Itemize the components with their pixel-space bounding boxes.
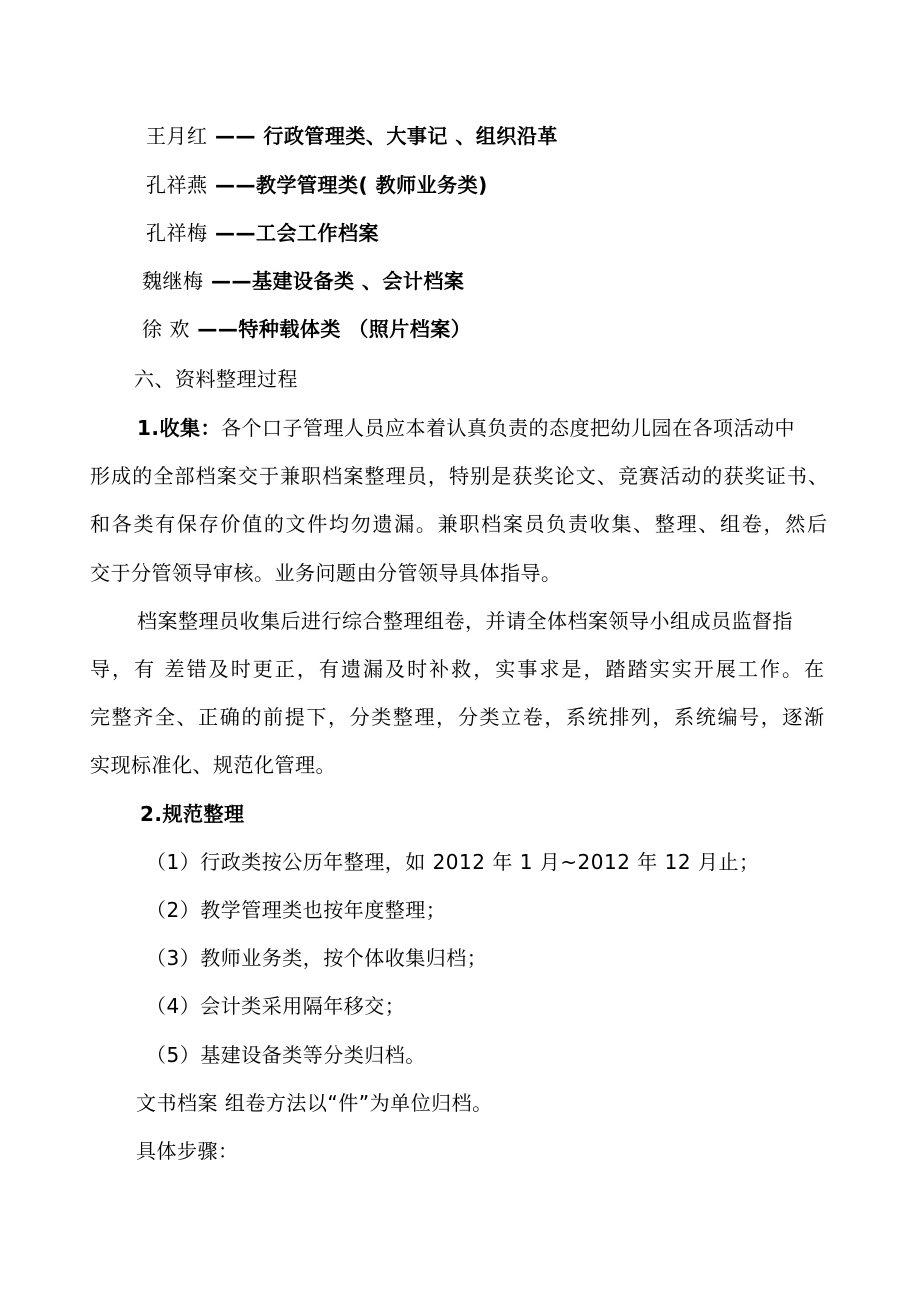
- staff-duty: ——工会工作档案: [207, 221, 379, 245]
- list-item-text: （3）教师业务类，按个体收集归档；: [146, 946, 488, 970]
- list-item: [146, 945, 487, 971]
- steps-heading: 具体步骤：: [136, 1139, 239, 1163]
- paragraph-line: 形成的全部档案交于兼职档案整理员，特别是获奖论文、竞赛活动的获奖证书、: [90, 464, 828, 488]
- staff-name: 魏继梅: [142, 269, 204, 293]
- staff-name: 孔祥燕: [146, 173, 208, 197]
- staff-line: [142, 268, 464, 294]
- paragraph-line: 交于分管领导审核。业务问题由分管领导具体指导。: [90, 561, 562, 585]
- staff-line: [146, 172, 488, 198]
- staff-duty: ——基建设备类 、会计档案: [203, 269, 465, 293]
- paragraph-line: 导，有 差错及时更正，有遗漏及时补救，实事求是，踏踏实实开展工作。在: [90, 657, 824, 681]
- staff-duty: ——教学管理类( 教师业务类): [207, 173, 488, 197]
- staff-name: 徐 欢: [142, 317, 190, 341]
- staff-duty: —— 行政管理类、大事记 、组织沿革: [207, 124, 558, 148]
- archive-note: 文书档案 组卷方法以“件”为单位归档。: [136, 1091, 493, 1115]
- list-item: [146, 1042, 426, 1068]
- staff-duty: ——特种载体类 （照片档案）: [189, 317, 472, 341]
- paragraph-line: 完整齐全、正确的前提下，分类整理，分类立卷，系统排列，系统编号，逐渐: [90, 705, 824, 729]
- paragraph-line: 实现标准化、规范化管理。: [90, 753, 336, 777]
- staff-name: 孔祥梅: [146, 221, 208, 245]
- staff-name: 王月红: [146, 124, 208, 148]
- list-item-text: （4）会计类采用隔年移交；: [146, 994, 406, 1018]
- staff-line: [146, 123, 558, 149]
- staff-line: [146, 220, 379, 246]
- subsection-heading: 2.规范整理: [140, 802, 245, 826]
- list-item-text: （5）基建设备类等分类归档。: [146, 1043, 426, 1067]
- list-item: [146, 897, 446, 923]
- section-heading: 六、资料整理过程: [134, 367, 298, 391]
- collection-label: 1.收集：: [137, 416, 222, 440]
- list-item-text: （2）教学管理类也按年度整理；: [146, 898, 447, 922]
- collection-text: 各个口子管理人员应本着认真负责的态度把幼儿园在各项活动中: [221, 416, 796, 440]
- paragraph-line: [137, 415, 827, 441]
- paragraph-line: 档案整理员收集后进行综合整理组卷，并请全体档案领导小组成员监督指: [137, 609, 793, 633]
- paragraph-line: 和各类有保存价值的文件均勿遗漏。兼职档案员负责收集、整理、组卷，然后: [90, 512, 827, 536]
- list-item: [146, 993, 405, 1019]
- staff-line: [142, 316, 471, 342]
- list-item: [146, 849, 759, 875]
- list-item-text: （1）行政类按公历年整理，如 2012 年 1 月~2012 年 12 月止；: [146, 850, 760, 874]
